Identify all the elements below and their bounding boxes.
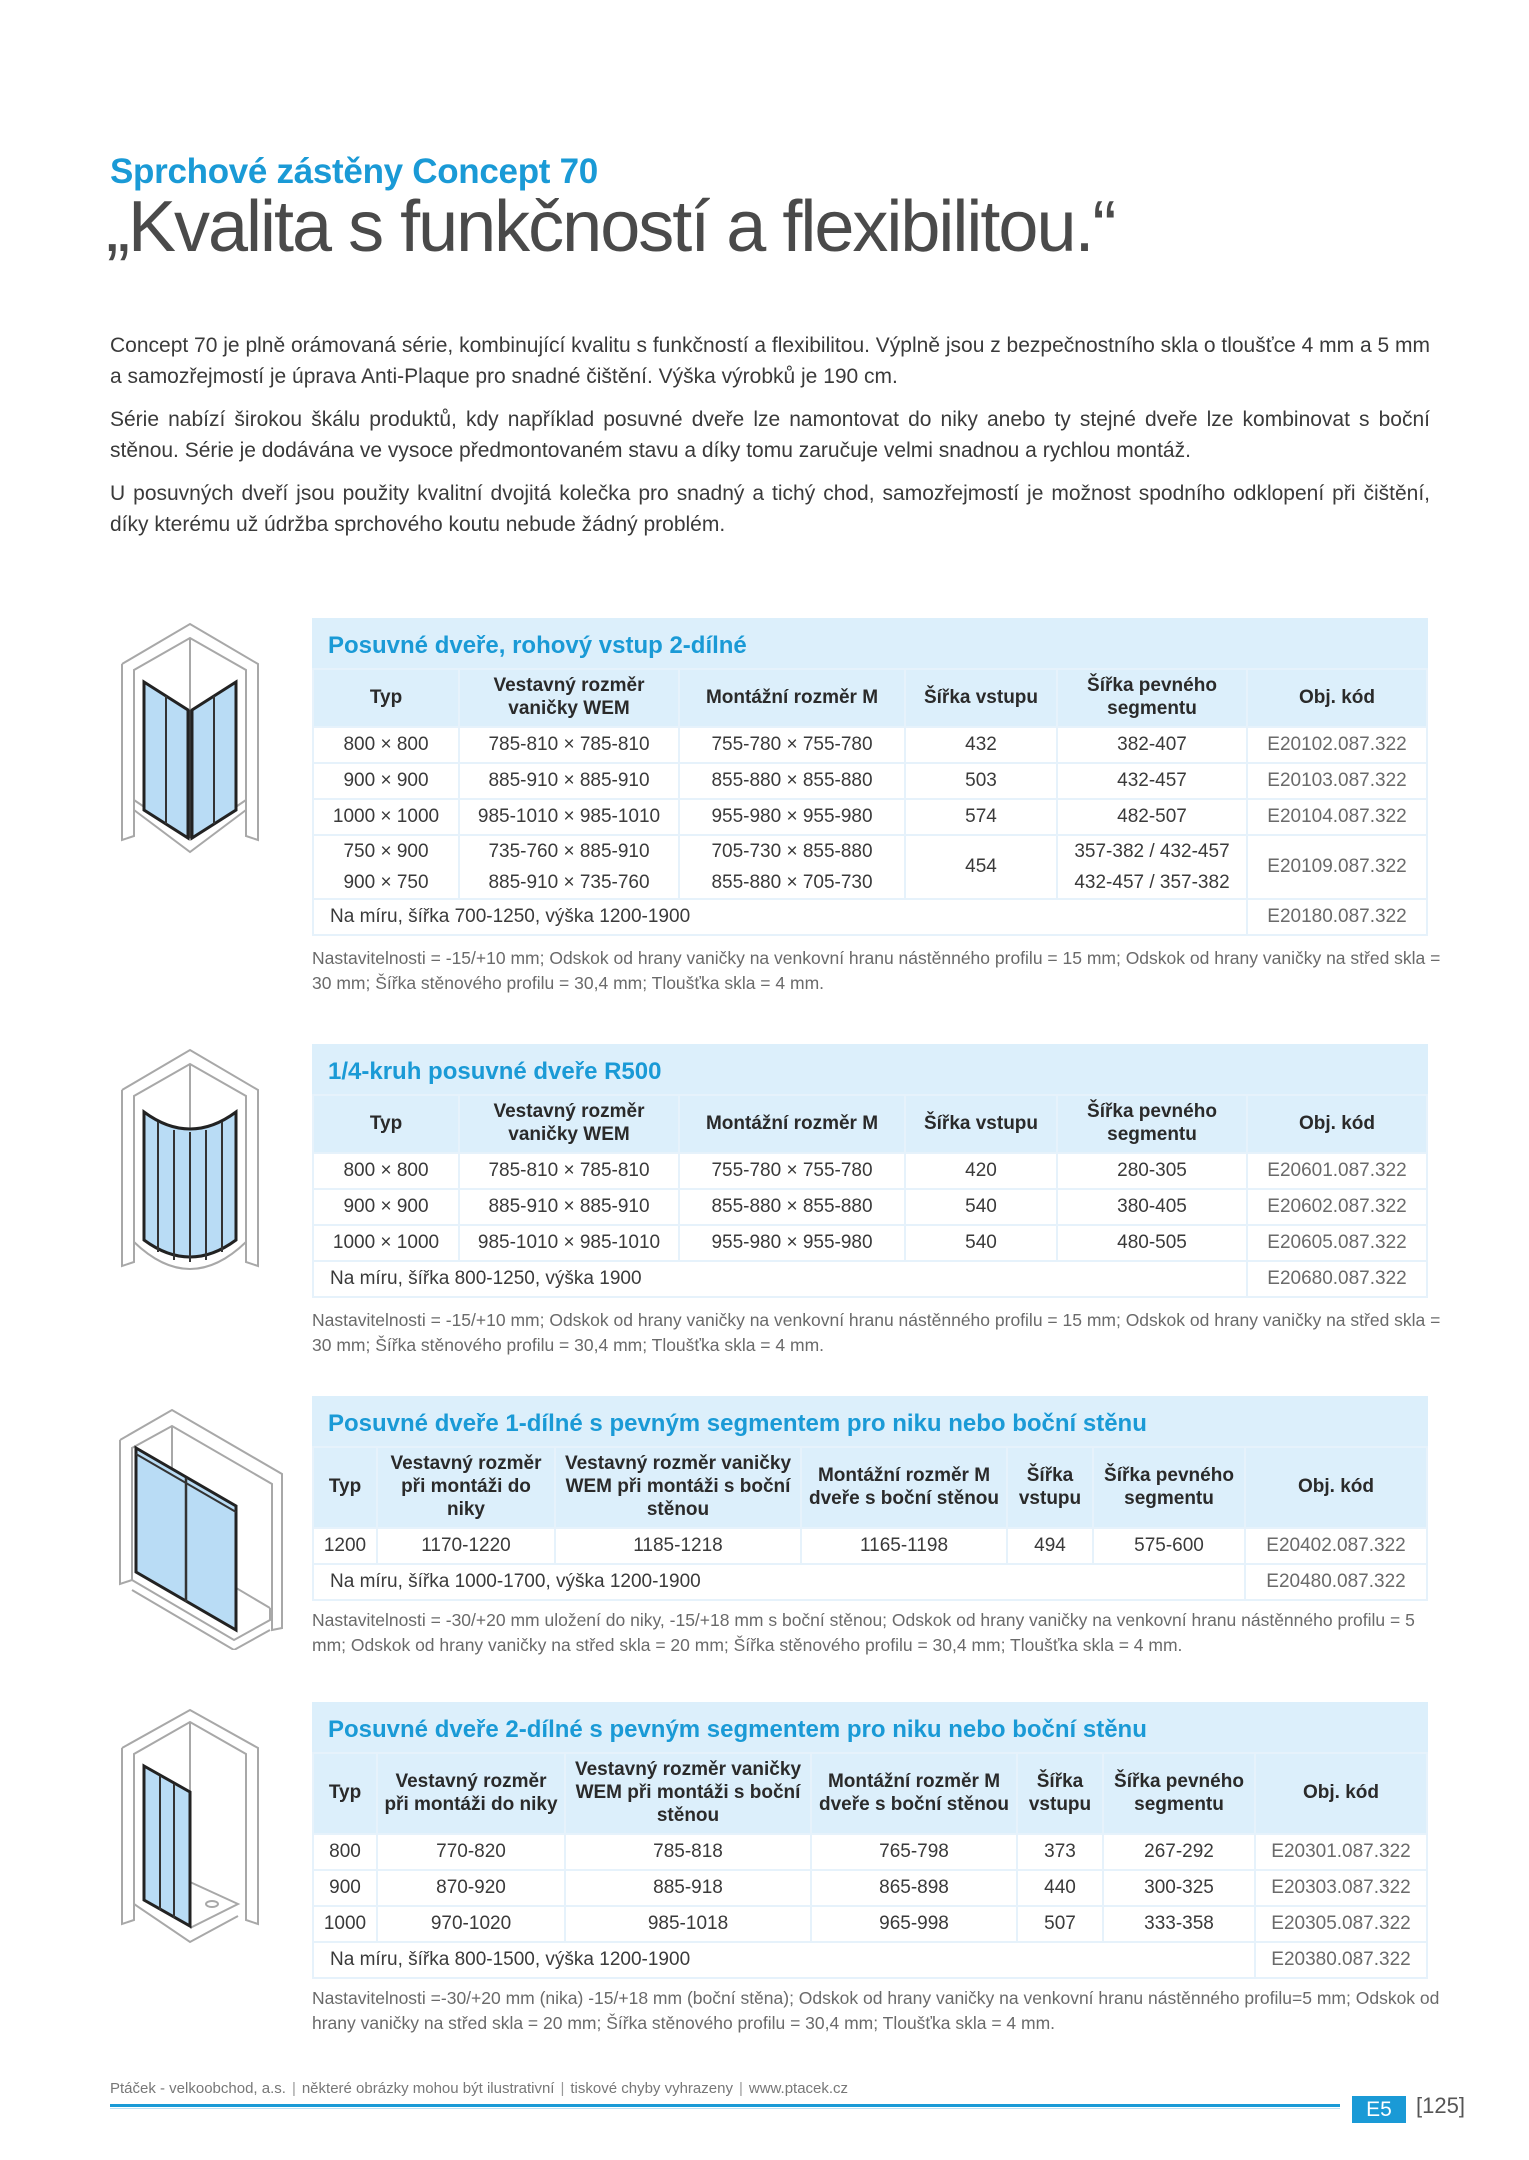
- col-header: Typ: [314, 1448, 376, 1527]
- cell-wem: 885-918: [566, 1871, 810, 1905]
- cell-wem: 985-1010 × 985-1010: [460, 1226, 678, 1260]
- table-title: Posuvné dveře 1-dílné s pevným segmentem pro niku nebo boční stěnu: [312, 1396, 1428, 1448]
- cell-order-code: E20303.087.322: [1256, 1871, 1426, 1905]
- intro-paragraph: Concept 70 je plně orámovaná série, kombinující kvalitu s funkčností a flexibilitou. Výplně jsou z bezpečnostního skla o tloušťce 4 mm a 5 mm a samozřejmostí je úprava Anti-Plaque pro snadné čištění. Výška výrobků je 190 cm.: [110, 334, 1430, 388]
- cell-niche: 970-1020: [378, 1907, 564, 1941]
- cell-line: 432-457 / 357-382: [1074, 872, 1230, 893]
- cell-entry: 540: [906, 1226, 1056, 1260]
- table-note: Nastavitelnosti = -15/+10 mm; Odskok od hrany vaničky na venkovní hranu nástěnného profilu = 15 mm; Odskok od hrany vaničky na střed skla = 30 mm; Šířka stěnového profilu = 30,4 mm; Tloušťka skla = 4 mm.: [312, 948, 1441, 993]
- cell-mount: 765-798: [812, 1835, 1016, 1869]
- footer-disclaimer-typos: tiskové chyby vyhrazeny: [570, 2080, 733, 2097]
- footer-website-link[interactable]: www.ptacek.cz: [748, 2080, 849, 2097]
- corner-entry-2-part-icon: [110, 620, 270, 860]
- section-tag: E5: [1352, 2096, 1406, 2123]
- table-row: [314, 1835, 1426, 1869]
- col-header: Obj. kód: [1248, 1096, 1426, 1152]
- cell-segment: 267-292: [1104, 1835, 1254, 1869]
- footer-text: [110, 2080, 848, 2097]
- table-note: Nastavitelnosti = -30/+20 mm uložení do niky, -15/+18 mm s boční stěnou; Odskok od hrany vaničky na venkovní hranu nástěnného profilu = 5 mm; Odskok od hrany vaničky na střed skla = 20 mm; Šířka stěnového profilu = 30,4 mm; Tloušťka skla = 4 mm.: [312, 1610, 1415, 1655]
- cell-type: 1000 × 1000: [314, 1226, 458, 1260]
- col-header: Montážní rozměr M dveře s boční stěnou: [812, 1754, 1016, 1833]
- cell-entry: 454: [906, 836, 1056, 898]
- cell-segment: [1058, 836, 1246, 898]
- footer-separator: |: [738, 2080, 743, 2097]
- cell-wem: 785-818: [566, 1835, 810, 1869]
- quarter-circle-icon: [110, 1046, 270, 1286]
- cell-entry: 540: [906, 1190, 1056, 1224]
- col-header: Obj. kód: [1246, 1448, 1426, 1527]
- footer-separator: |: [291, 2080, 296, 2097]
- cell-segment: 380-405: [1058, 1190, 1246, 1224]
- cell-niche: 1170-1220: [378, 1529, 554, 1563]
- spec-table: [312, 1446, 1428, 1601]
- custom-size-label: Na míru, šířka 1000-1700, výška 1200-1900: [314, 1565, 1244, 1599]
- col-header: Šířka pevného segmentu: [1058, 1096, 1246, 1152]
- cell-type: 900 × 900: [314, 1190, 458, 1224]
- col-header: Šířka pevného segmentu: [1104, 1754, 1254, 1833]
- cell-line: 855-880 × 705-730: [711, 872, 873, 893]
- intro-paragraph: Série nabízí širokou škálu produktů, kdy například posuvné dveře lze namontovat do niky anebo ty stejné dveře lze kombinovat s boční stěnou. Série je dodávána ve vysoce předmontovaném stavu a díky tomu zaručuje velmi snadnou a rychlou montáž.: [110, 408, 1430, 462]
- cell-order-code: E20102.087.322: [1248, 728, 1426, 762]
- col-header: Montážní rozměr M dveře s boční stěnou: [802, 1448, 1006, 1527]
- cell-mount: 955-980 × 955-980: [680, 1226, 904, 1260]
- cell-type: 1000 × 1000: [314, 800, 458, 834]
- niche-door-1-part-icon: [110, 1400, 300, 1650]
- cell-segment: 432-457: [1058, 764, 1246, 798]
- footer-disclaimer-images: některé obrázky mohou být ilustrativní: [301, 2080, 555, 2097]
- col-header: Montážní rozměr M: [680, 670, 904, 726]
- col-header: Obj. kód: [1248, 670, 1426, 726]
- cell-order-code: E20680.087.322: [1248, 1262, 1426, 1296]
- table-row: [314, 1226, 1426, 1260]
- col-header: Vestavný rozměr vaničky WEM při montáži s boční stěnou: [556, 1448, 800, 1527]
- cell-order-code: E20180.087.322: [1248, 900, 1426, 934]
- cell-segment: 482-507: [1058, 800, 1246, 834]
- cell-line: 885-910 × 735-760: [488, 872, 650, 893]
- col-header: Vestavný rozměr vaničky WEM: [460, 670, 678, 726]
- cell-wem: 985-1018: [566, 1907, 810, 1941]
- custom-size-label: Na míru, šířka 800-1500, výška 1200-1900: [314, 1943, 1254, 1977]
- cell-mount: [680, 836, 904, 898]
- table-row-custom: [314, 1565, 1426, 1599]
- col-header: Šířka vstupu: [906, 1096, 1056, 1152]
- cell-wem: [460, 836, 678, 898]
- cell-niche: 870-920: [378, 1871, 564, 1905]
- col-header: Vestavný rozměr při montáži do niky: [378, 1754, 564, 1833]
- cell-type: 900: [314, 1871, 376, 1905]
- cell-wem: 785-810 × 785-810: [460, 1154, 678, 1188]
- cell-type: 1000: [314, 1907, 376, 1941]
- cell-type: 1200: [314, 1529, 376, 1563]
- cell-niche: 770-820: [378, 1835, 564, 1869]
- cell-wem: 885-910 × 885-910: [460, 1190, 678, 1224]
- cell-entry: 494: [1008, 1529, 1092, 1563]
- cell-order-code: E20601.087.322: [1248, 1154, 1426, 1188]
- cell-mount: 755-780 × 755-780: [680, 1154, 904, 1188]
- cell-mount: 855-880 × 855-880: [680, 764, 904, 798]
- custom-size-label: Na míru, šířka 700-1250, výška 1200-1900: [314, 900, 1246, 934]
- custom-size-label: Na míru, šířka 800-1250, výška 1900: [314, 1262, 1246, 1296]
- cell-entry: 373: [1018, 1835, 1102, 1869]
- headline: „Kvalita s funkčností a flexibilitou.“: [106, 187, 1115, 267]
- cell-type: 800: [314, 1835, 376, 1869]
- col-header: Vestavný rozměr vaničky WEM při montáži s boční stěnou: [566, 1754, 810, 1833]
- footer-divider: [110, 2104, 1340, 2107]
- table-row: [314, 1190, 1426, 1224]
- table-note: Nastavitelnosti = -15/+10 mm; Odskok od hrany vaničky na venkovní hranu nástěnného profilu = 15 mm; Odskok od hrany vaničky na střed skla = 30 mm; Šířka stěnového profilu = 30,4 mm; Tloušťka skla = 4 mm.: [312, 1310, 1441, 1355]
- cell-entry: 420: [906, 1154, 1056, 1188]
- intro-paragraph: U posuvných dveří jsou použity kvalitní dvojitá kolečka pro snadný a tichý chod, samozřejmostí je možnost spodního odklopení při čištění, díky kterému už údržba sprchového koutu nebude žádný problém.: [110, 482, 1430, 536]
- cell-order-code: E20305.087.322: [1256, 1907, 1426, 1941]
- cell-mount: 755-780 × 755-780: [680, 728, 904, 762]
- spec-table: [312, 1094, 1428, 1298]
- spec-table: [312, 1752, 1428, 1979]
- col-header: Vestavný rozměr vaničky WEM: [460, 1096, 678, 1152]
- col-header: Šířka vstupu: [906, 670, 1056, 726]
- table-row: [314, 764, 1426, 798]
- cell-order-code: E20605.087.322: [1248, 1226, 1426, 1260]
- cell-mount: 955-980 × 955-980: [680, 800, 904, 834]
- table-header-row: [314, 1096, 1426, 1152]
- cell-mount: 855-880 × 855-880: [680, 1190, 904, 1224]
- cell-order-code: E20402.087.322: [1246, 1529, 1426, 1563]
- spec-table-corner: [312, 618, 1428, 936]
- table-row: [314, 1529, 1426, 1563]
- cell-entry: 432: [906, 728, 1056, 762]
- col-header: Obj. kód: [1256, 1754, 1426, 1833]
- cell-type: 900 × 900: [314, 764, 458, 798]
- table-row: [314, 1154, 1426, 1188]
- cell-order-code: E20480.087.322: [1246, 1565, 1426, 1599]
- cell-wem: 885-910 × 885-910: [460, 764, 678, 798]
- cell-wem: 785-810 × 785-810: [460, 728, 678, 762]
- cell-order-code: E20602.087.322: [1248, 1190, 1426, 1224]
- col-header: Typ: [314, 670, 458, 726]
- cell-order-code: E20380.087.322: [1256, 1943, 1426, 1977]
- table-row: [314, 1871, 1426, 1905]
- cell-line: 900 × 750: [343, 872, 429, 893]
- table-row: [314, 800, 1426, 834]
- cell-mount: 865-898: [812, 1871, 1016, 1905]
- col-header: Šířka pevného segmentu: [1058, 670, 1246, 726]
- cell-type: 800 × 800: [314, 728, 458, 762]
- col-header: Typ: [314, 1096, 458, 1152]
- footer-separator: |: [560, 2080, 565, 2097]
- cell-entry: 574: [906, 800, 1056, 834]
- intro-text: [110, 330, 1430, 552]
- cell-entry: 507: [1018, 1907, 1102, 1941]
- table-note: Nastavitelnosti =-30/+20 mm (nika) -15/+18 mm (boční stěna); Odskok od hrany vaničky na venkovní hranu nástěnného profilu=5 mm; Odskok od hrany vaničky na střed skla = 20 mm; Šířka stěnového profilu = 30,4 mm; Tloušťka skla = 4 mm.: [312, 1988, 1440, 2033]
- page-number: [125]: [1416, 2093, 1465, 2118]
- cell-segment: 280-305: [1058, 1154, 1246, 1188]
- table-row-custom: [314, 900, 1426, 934]
- cell-type: 800 × 800: [314, 1154, 458, 1188]
- series-title: Sprchové zástěny Concept 70: [110, 152, 598, 191]
- cell-segment: 333-358: [1104, 1907, 1254, 1941]
- table-header-row: [314, 1754, 1426, 1833]
- col-header: Šířka vstupu: [1008, 1448, 1092, 1527]
- table-title: 1/4-kruh posuvné dveře R500: [312, 1044, 1428, 1096]
- table-row-custom: [314, 1262, 1426, 1296]
- spec-table-niche-1-part: [312, 1396, 1428, 1601]
- cell-segment: 300-325: [1104, 1871, 1254, 1905]
- col-header: Šířka vstupu: [1018, 1754, 1102, 1833]
- cell-order-code: E20301.087.322: [1256, 1835, 1426, 1869]
- col-header: Vestavný rozměr při montáži do niky: [378, 1448, 554, 1527]
- table-header-row: [314, 670, 1426, 726]
- cell-mount: 1165-1198: [802, 1529, 1006, 1563]
- table-row: [314, 1907, 1426, 1941]
- cell-order-code: E20104.087.322: [1248, 800, 1426, 834]
- cell-type: [314, 836, 458, 898]
- cell-segment: 575-600: [1094, 1529, 1244, 1563]
- col-header: Šířka pevného segmentu: [1094, 1448, 1244, 1527]
- cell-mount: 965-998: [812, 1907, 1016, 1941]
- spec-table-quarter-circle: [312, 1044, 1428, 1298]
- cell-entry: 440: [1018, 1871, 1102, 1905]
- cell-line: 750 × 900: [343, 841, 429, 862]
- cell-order-code: E20103.087.322: [1248, 764, 1426, 798]
- cell-wem: 1185-1218: [556, 1529, 800, 1563]
- cell-order-code: E20109.087.322: [1248, 836, 1426, 898]
- table-title: Posuvné dveře, rohový vstup 2-dílné: [312, 618, 1428, 670]
- table-row: [314, 728, 1426, 762]
- spec-table-niche-2-part: [312, 1702, 1428, 1979]
- footer-divider-shadow: [110, 2108, 1340, 2109]
- spec-table: [312, 668, 1428, 936]
- cell-line: 357-382 / 432-457: [1074, 841, 1230, 862]
- niche-door-2-part-icon: [110, 1706, 270, 1946]
- cell-segment: 480-505: [1058, 1226, 1246, 1260]
- col-header: Montážní rozměr M: [680, 1096, 904, 1152]
- table-row-custom: [314, 1943, 1426, 1977]
- table-title: Posuvné dveře 2-dílné s pevným segmentem pro niku nebo boční stěnu: [312, 1702, 1428, 1754]
- table-row-split: [314, 836, 1426, 898]
- footer-company: Ptáček - velkoobchod, a.s.: [110, 2080, 286, 2097]
- cell-line: 735-760 × 885-910: [488, 841, 650, 862]
- cell-line: 705-730 × 855-880: [711, 841, 873, 862]
- cell-segment: 382-407: [1058, 728, 1246, 762]
- cell-entry: 503: [906, 764, 1056, 798]
- table-header-row: [314, 1448, 1426, 1527]
- cell-wem: 985-1010 × 985-1010: [460, 800, 678, 834]
- col-header: Typ: [314, 1754, 376, 1833]
